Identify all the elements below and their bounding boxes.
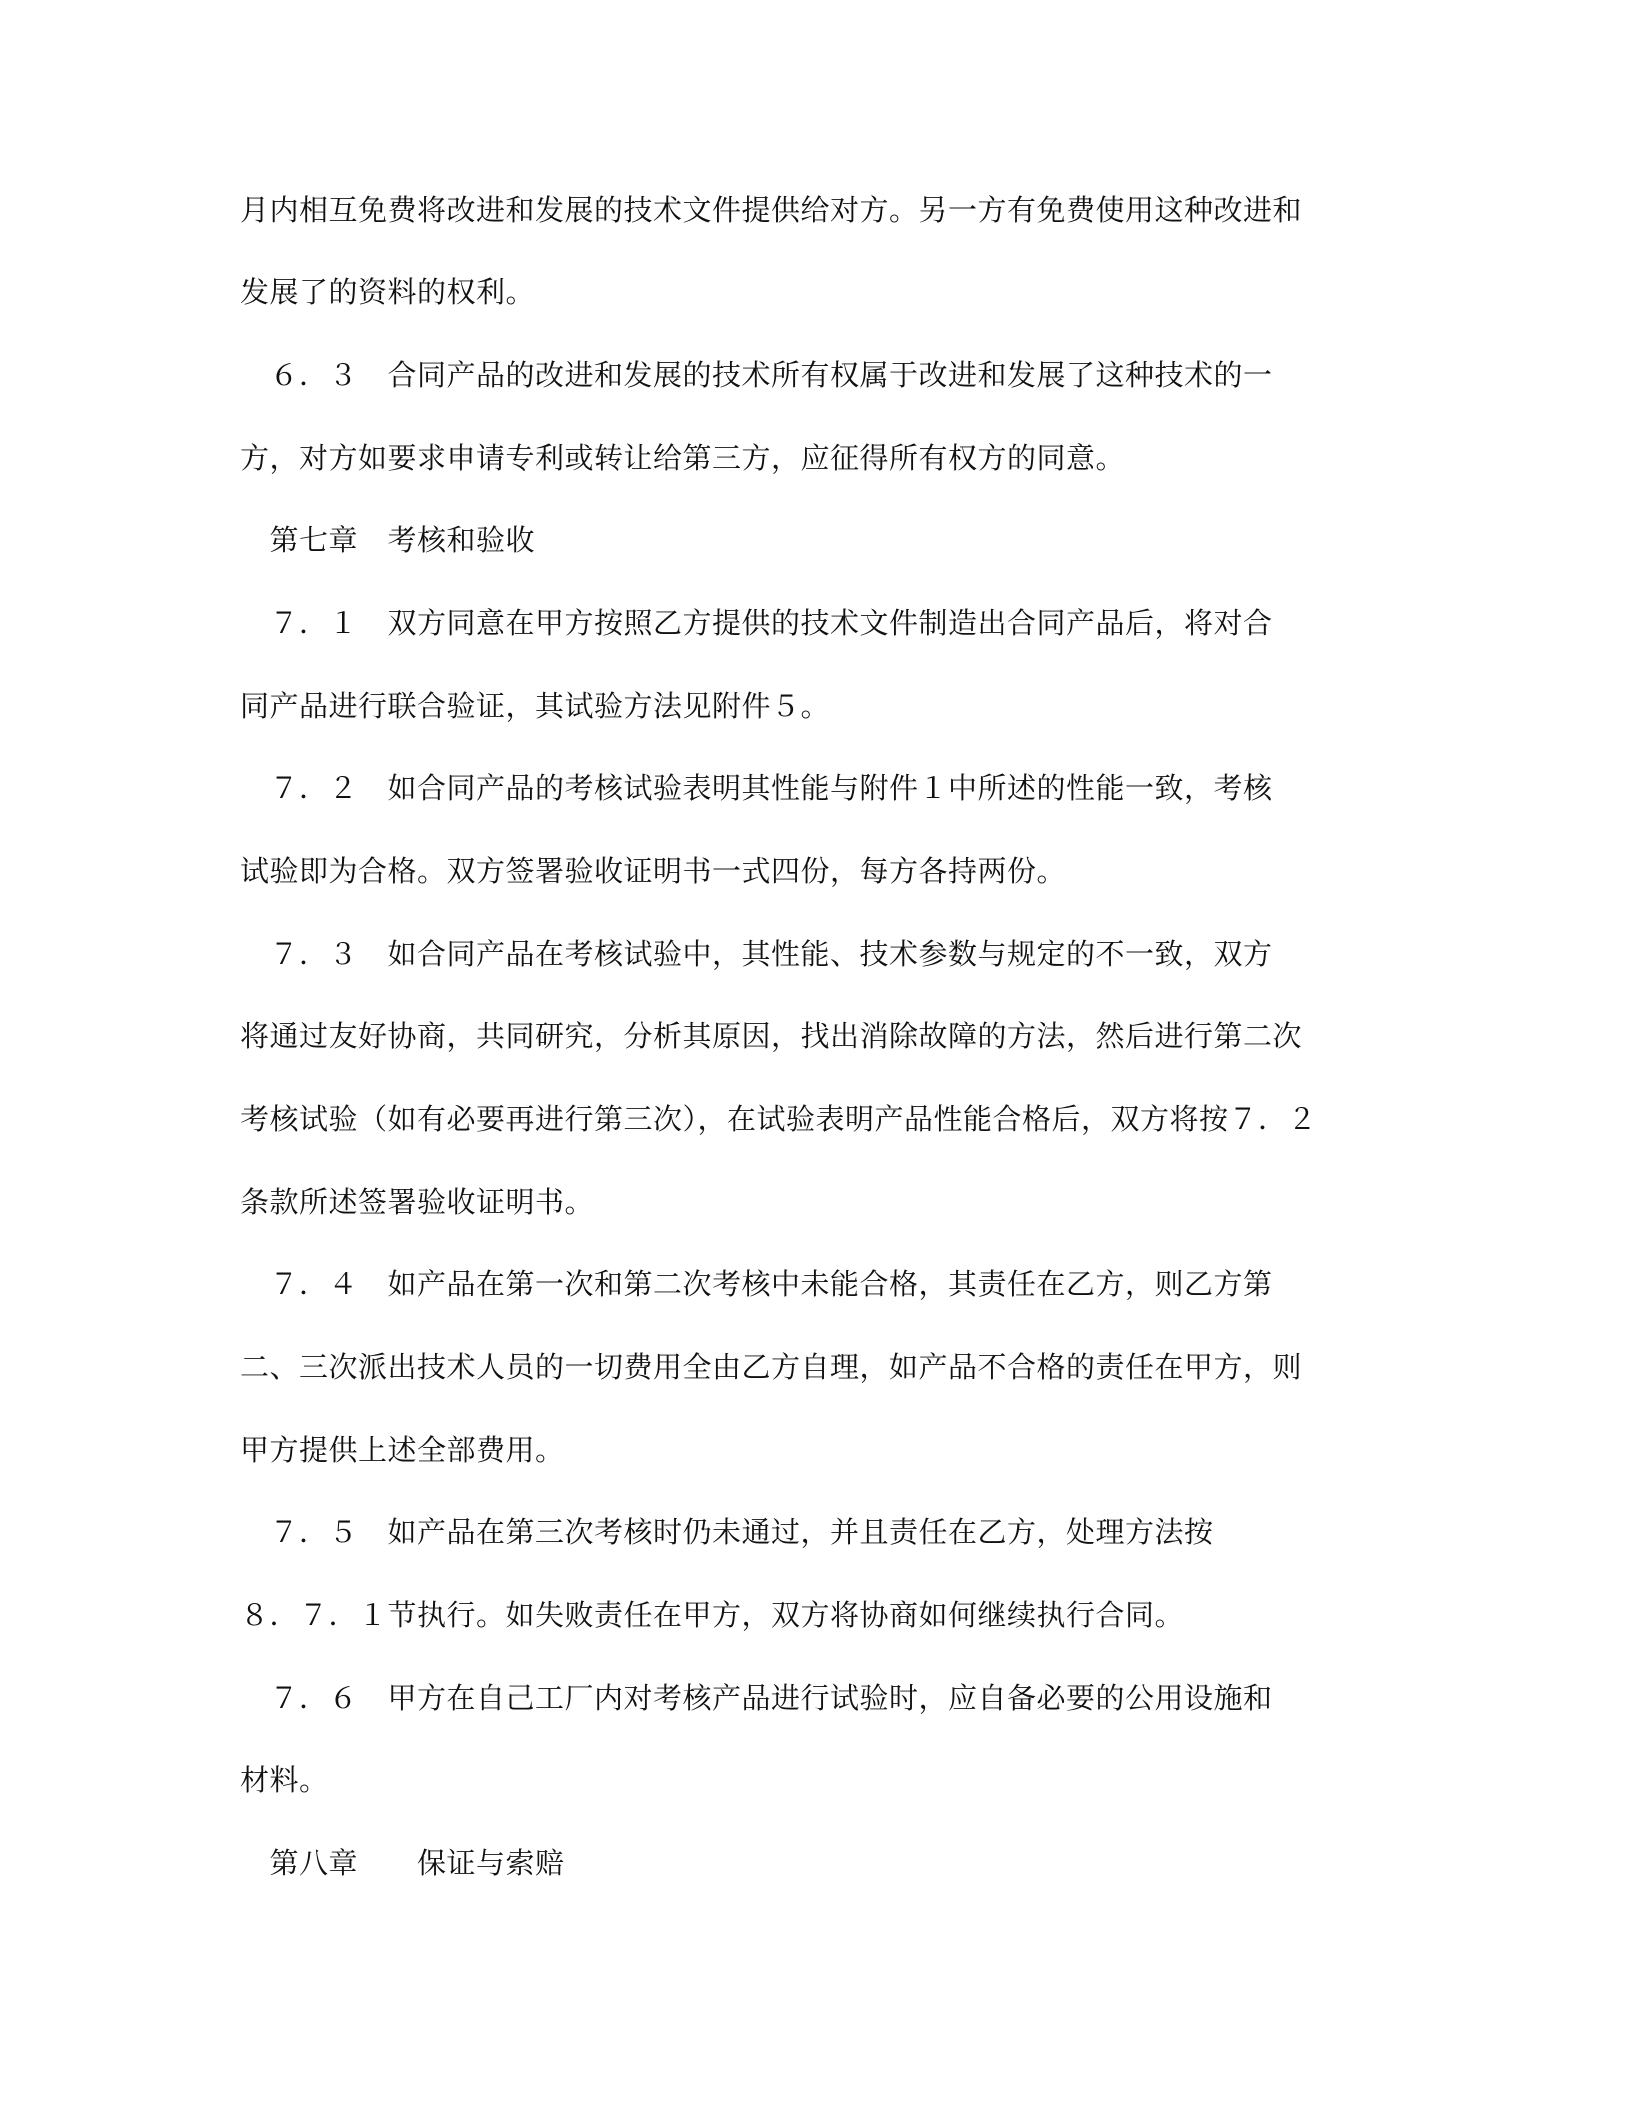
text-line: 方，对方如要求申请专利或转让给第三方，应征得所有权方的同意。 (240, 441, 1126, 475)
chapter-8-heading: 第八章 保证与索赔 (240, 1846, 565, 1880)
text-line: 月内相互免费将改进和发展的技术文件提供给对方。另一方有免费使用这种改进和 (240, 193, 1303, 227)
text-line: 二、三次派出技术人员的一切费用全由乙方自理，如产品不合格的责任在甲方，则 (240, 1350, 1303, 1384)
clause-7-3: ７．３ 如合同产品在考核试验中，其性能、技术参数与规定的不一致，双方 (240, 937, 1273, 971)
clause-7-5: ７．５ 如产品在第三次考核时仍未通过，并且责任在乙方，处理方法按 (240, 1515, 1214, 1549)
text-line: ８．７．１节执行。如失败责任在甲方，双方将协商如何继续执行合同。 (240, 1598, 1185, 1632)
clause-7-6: ７．６ 甲方在自己工厂内对考核产品进行试验时，应自备必要的公用设施和 (240, 1681, 1273, 1715)
text-line: 甲方提供上述全部费用。 (240, 1433, 565, 1467)
text-line: 材料。 (240, 1763, 329, 1797)
text-line: 考核试验（如有必要再进行第三次），在试验表明产品性能合格后，双方将按７．２ (240, 1102, 1318, 1136)
text-line: 试验即为合格。双方签署验收证明书一式四份，每方各持两份。 (240, 854, 1067, 888)
clause-7-1: ７．１ 双方同意在甲方按照乙方提供的技术文件制造出合同产品后，将对合 (240, 606, 1273, 640)
text-line: 将通过友好协商，共同研究，分析其原因，找出消除故障的方法，然后进行第二次 (240, 1019, 1303, 1053)
clause-6-3: ６．３ 合同产品的改进和发展的技术所有权属于改进和发展了这种技术的一 (240, 358, 1273, 392)
chapter-7-heading: 第七章 考核和验收 (240, 523, 536, 557)
text-line: 发展了的资料的权利。 (240, 275, 536, 309)
text-line: 条款所述签署验收证明书。 (240, 1185, 595, 1219)
text-line: 同产品进行联合验证，其试验方法见附件５。 (240, 689, 831, 723)
clause-7-4: ７．４ 如产品在第一次和第二次考核中未能合格，其责任在乙方，则乙方第 (240, 1267, 1273, 1301)
clause-7-2: ７．２ 如合同产品的考核试验表明其性能与附件１中所述的性能一致，考核 (240, 771, 1273, 805)
